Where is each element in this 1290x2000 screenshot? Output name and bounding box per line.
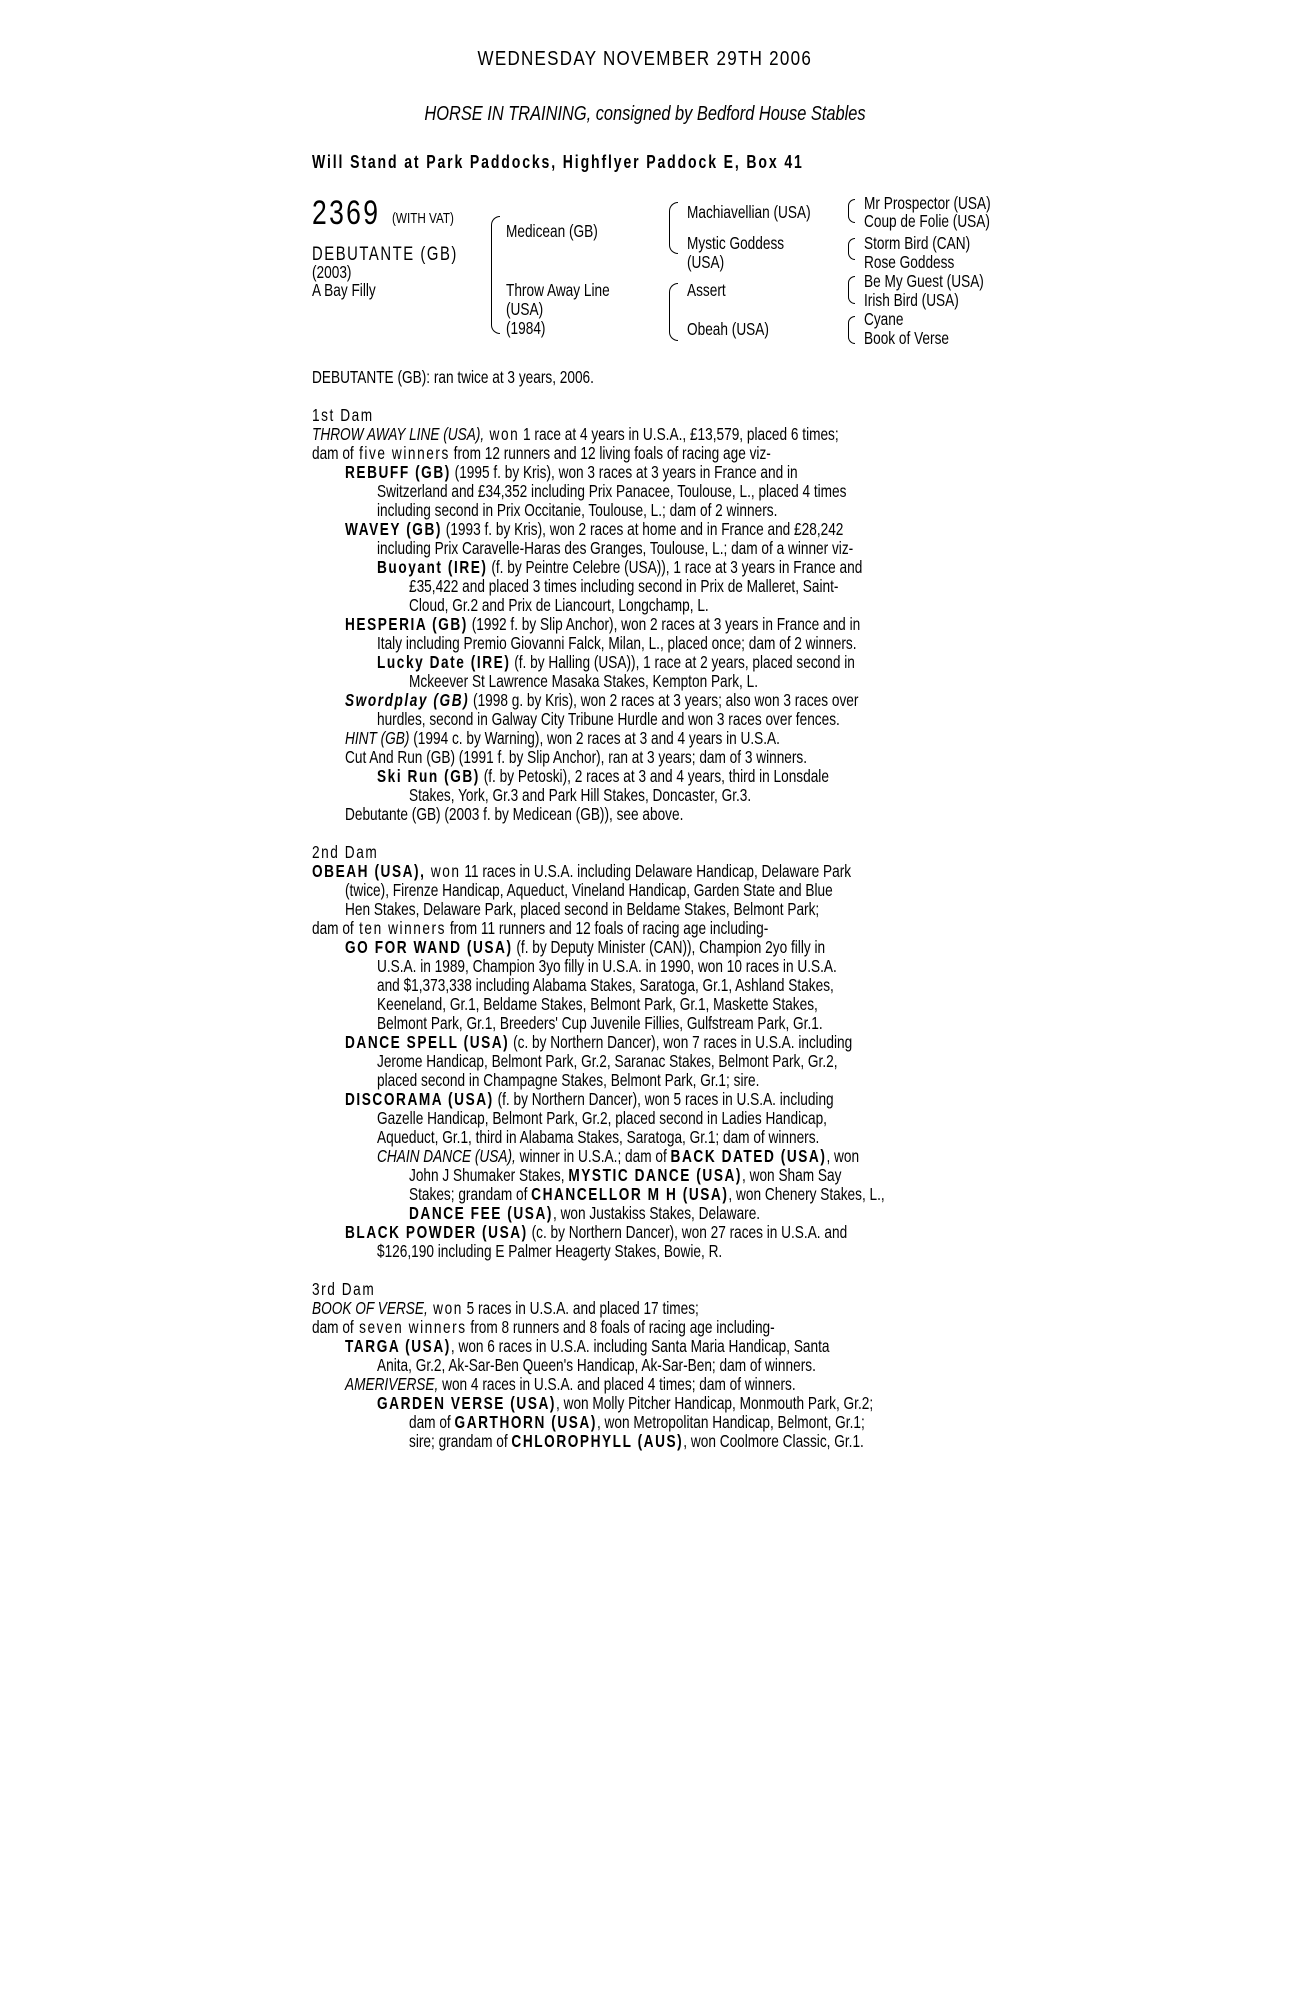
- pedigree-text-line: [345, 1090, 971, 1109]
- text-segment: hurdles, second in Galway City Tribune Hurdle and won 3 races over fences.: [377, 709, 840, 729]
- text-segment: £35,422 and placed 3 times including second in Prix de Malleret, Saint-: [409, 576, 839, 596]
- pedigree-sire-dam: (USA): [687, 252, 725, 272]
- text-segment: 5 races in U.S.A. and placed 17 times;: [462, 1298, 699, 1318]
- text-segment: THROW AWAY LINE (USA),: [312, 424, 485, 444]
- horse-name: DEBUTANTE (GB): [312, 244, 458, 265]
- text-segment: DANCE FEE (USA): [409, 1203, 553, 1223]
- text-segment: , won Metropolitan Handicap, Belmont, Gr.1;: [596, 1412, 865, 1432]
- race-summary: DEBUTANTE (GB): ran twice at 3 years, 2006.: [312, 367, 594, 387]
- pedigree-text-line: [377, 482, 979, 501]
- pedigree-text-line: [377, 634, 992, 653]
- pedigree-text-line: [345, 615, 1006, 634]
- lot-number: 2369: [312, 194, 381, 232]
- pedigree-text-line: [345, 1337, 966, 1356]
- text-segment: (1994 c. by Warning), won 2 races at 3 and 4 years in U.S.A.: [409, 728, 780, 748]
- text-segment: Jerome Handicap, Belmont Park, Gr.2, Saranac Stakes, Belmont Park, Gr.2,: [377, 1051, 838, 1071]
- pedigree-sire-dam: Mystic Goddess: [687, 233, 785, 253]
- text-segment: DANCE SPELL (USA): [345, 1032, 510, 1052]
- text-segment: GARTHORN (USA): [454, 1412, 597, 1432]
- text-segment: 1 race at 4 years in U.S.A., £13,579, placed 6 times;: [519, 424, 839, 444]
- pedigree-text-line: [377, 1052, 967, 1071]
- pedigree-text-line: [345, 1033, 995, 1052]
- pedigree-text-line: [312, 425, 987, 444]
- pedigree-text-line: [377, 710, 970, 729]
- text-segment: BACK DATED (USA): [670, 1146, 827, 1166]
- text-segment: Anita, Gr.2, Ak-Sar-Ben Queen's Handicap, Ak-Sar-Ben; dam of winners.: [377, 1355, 816, 1375]
- text-segment: DISCORAMA (USA): [345, 1089, 494, 1109]
- text-segment: Buoyant (IRE): [377, 557, 488, 577]
- pedigree-g3: Storm Bird (CAN): [864, 233, 971, 253]
- pedigree-dam: (USA): [506, 299, 544, 319]
- text-segment: MYSTIC DANCE (USA): [568, 1165, 743, 1185]
- pedigree-text-line: [377, 1109, 954, 1128]
- pedigree-brace-sire: [669, 202, 678, 254]
- text-segment: , won Coolmore Classic, Gr.1.: [683, 1431, 864, 1451]
- pedigree-text-line: [377, 1014, 948, 1033]
- text-segment: from 8 runners and 8 foals of racing age including-: [466, 1317, 775, 1337]
- text-segment: Cloud, Gr.2 and Prix de Liancourt, Longchamp, L.: [409, 595, 709, 615]
- text-segment: OBEAH (USA),: [312, 861, 426, 881]
- pedigree-text-line: [312, 1318, 905, 1337]
- pedigree-text-line: [345, 691, 1003, 710]
- pedigree-text-line: [377, 539, 988, 558]
- text-segment: (f. by Halling (USA)), 1 race at 2 years, placed second in: [510, 652, 855, 672]
- pedigree-text-line: [377, 558, 999, 577]
- text-segment: 11 races in U.S.A. including Delaware Handicap, Delaware Park: [460, 861, 852, 881]
- text-segment: WAVEY (GB): [345, 519, 443, 539]
- text-segment: from 12 runners and 12 living foals of racing age viz-: [449, 443, 771, 463]
- text-segment: GARDEN VERSE (USA): [377, 1393, 557, 1413]
- pedigree-text-line: [409, 1432, 992, 1451]
- pedigree-g3: Coup de Folie (USA): [864, 211, 990, 231]
- text-segment: including Prix Caravelle-Haras des Granges, Toulouse, L.; dam of a winner viz-: [377, 538, 854, 558]
- text-segment: Mckeever St Lawrence Masaka Stakes, Kempton Park, L.: [409, 671, 758, 691]
- text-segment: CHLOROPHYLL (AUS): [511, 1431, 684, 1451]
- pedigree-g3: Be My Guest (USA): [864, 271, 984, 291]
- text-segment: (1995 f. by Kris), won 3 races at 3 years in France and in: [450, 462, 798, 482]
- text-segment: TARGA (USA): [345, 1336, 451, 1356]
- text-segment: Cut And Run (GB) (1991 f. by Slip Anchor), ran at 3 years; dam of 3 winners.: [345, 747, 808, 767]
- pedigree-dam-sire: Assert: [687, 280, 726, 300]
- pedigree-brace-sd: [848, 238, 855, 260]
- text-segment: U.S.A. in 1989, Champion 3yo filly in U.S.A. in 1990, won 10 races in U.S.A.: [377, 956, 837, 976]
- pedigree-brace-dam: [669, 283, 678, 341]
- text-segment: won: [425, 861, 461, 881]
- pedigree-text-line: [409, 1413, 993, 1432]
- pedigree-text-line: [409, 1166, 963, 1185]
- pedigree-text-line: [377, 1128, 944, 1147]
- pedigree-text-line: [409, 672, 856, 691]
- pedigree-g3: Cyane: [864, 309, 904, 329]
- text-segment: REBUFF (GB): [345, 462, 451, 482]
- text-segment: AMERIVERSE,: [345, 1374, 439, 1394]
- text-segment: five winners: [353, 443, 450, 463]
- text-segment: Swordplay (GB): [345, 690, 470, 710]
- text-segment: seven winners: [353, 1317, 467, 1337]
- text-segment: (1993 f. by Kris), won 2 races at home and in France and £28,242: [442, 519, 844, 539]
- text-segment: (f. by Petoski), 2 races at 3 and 4 years, third in Lonsdale: [479, 766, 829, 786]
- text-segment: from 11 runners and 12 foals of racing age including-: [446, 918, 769, 938]
- pedigree-brace-ds: [848, 276, 855, 304]
- pedigree-g3: Mr Prospector (USA): [864, 193, 991, 213]
- pedigree-text-line: [377, 1356, 940, 1375]
- text-segment: (f. by Peintre Celebre (USA)), 1 race at 3 years in France and: [487, 557, 863, 577]
- pedigree-text-line: [377, 976, 963, 995]
- pedigree-text-line: [345, 881, 970, 900]
- pedigree-brace-ss: [848, 199, 855, 223]
- pedigree-text-line: [409, 1185, 1019, 1204]
- pedigree-g3: Rose Goddess: [864, 252, 955, 272]
- consignment-line: HORSE IN TRAINING, consigned by Bedford House Stables: [424, 103, 866, 125]
- pedigree-text-line: [345, 520, 984, 539]
- text-segment: HESPERIA (GB): [345, 614, 468, 634]
- pedigree-sire: Medicean (GB): [506, 221, 598, 241]
- pedigree-text-line: [409, 1204, 859, 1223]
- first-dam-heading: 1st Dam: [312, 405, 374, 425]
- pedigree-text-line: [312, 1299, 808, 1318]
- second-dam-heading: 2nd Dam: [312, 842, 379, 862]
- sale-date: WEDNESDAY NOVEMBER 29TH 2006: [477, 48, 813, 70]
- pedigree-text-line: [345, 748, 937, 767]
- text-segment: Italy including Premio Giovanni Falck, Milan, L., placed once; dam of 2 winners.: [377, 633, 857, 653]
- pedigree-text-line: [345, 1375, 923, 1394]
- text-segment: winner in U.S.A.; dam of: [515, 1146, 671, 1166]
- vat-note: (WITH VAT): [392, 210, 454, 227]
- text-segment: sire; grandam of: [409, 1431, 512, 1451]
- text-segment: , won: [826, 1146, 860, 1166]
- pedigree-sire-sire: Machiavellian (USA): [687, 202, 811, 222]
- text-segment: CHAIN DANCE (USA),: [377, 1146, 516, 1166]
- text-segment: (twice), Firenze Handicap, Aqueduct, Vineland Handicap, Garden State and Blue: [345, 880, 833, 900]
- pedigree-text-line: [377, 957, 966, 976]
- text-segment: HINT (GB): [345, 728, 410, 748]
- pedigree-text-line: [377, 653, 990, 672]
- pedigree-g3: Irish Bird (USA): [864, 290, 959, 310]
- text-segment: dam of: [312, 443, 354, 463]
- pedigree-g3: Book of Verse: [864, 328, 949, 348]
- pedigree-text-line: [345, 805, 779, 824]
- pedigree-text-line: [377, 1071, 867, 1090]
- text-segment: (1998 g. by Kris), won 2 races at 3 years; also won 3 races over: [469, 690, 859, 710]
- first-dam-section: [312, 425, 1012, 825]
- pedigree-text-line: [409, 596, 793, 615]
- text-segment: won: [484, 424, 520, 444]
- pedigree-text-line: [345, 938, 961, 957]
- pedigree-text-line: [409, 577, 960, 596]
- text-segment: Lucky Date (IRE): [377, 652, 511, 672]
- horse-year: (2003): [312, 262, 352, 282]
- pedigree-dam-dam: Obeah (USA): [687, 319, 769, 339]
- pedigree-text-line: [345, 463, 925, 482]
- text-segment: BOOK OF VERSE,: [312, 1298, 428, 1318]
- text-segment: GO FOR WAND (USA): [345, 937, 513, 957]
- text-segment: , won Chenery Stakes, L.,: [728, 1184, 885, 1204]
- text-segment: Belmont Park, Gr.1, Breeders' Cup Juvenile Fillies, Gulfstream Park, Gr.1.: [377, 1013, 823, 1033]
- text-segment: Stakes; grandam of: [409, 1184, 532, 1204]
- text-segment: won: [427, 1298, 463, 1318]
- text-segment: (c. by Northern Dancer), won 7 races in U.S.A. including: [509, 1032, 853, 1052]
- text-segment: , won Molly Pitcher Handicap, Monmouth Park, Gr.2;: [556, 1393, 874, 1413]
- horse-description: A Bay Filly: [312, 280, 376, 300]
- pedigree-text-line: [377, 767, 956, 786]
- text-segment: and $1,373,338 including Alabama Stakes, Saratoga, Gr.1, Ashland Stakes,: [377, 975, 834, 995]
- text-segment: ten winners: [353, 918, 447, 938]
- pedigree-text-line: [312, 444, 900, 463]
- pedigree-text-line: [377, 1242, 820, 1261]
- text-segment: Hen Stakes, Delaware Park, placed second in Beldame Stakes, Belmont Park;: [345, 899, 820, 919]
- pedigree-brace-dd: [848, 316, 855, 344]
- text-segment: won 4 races in U.S.A. and placed 4 times; dam of winners.: [438, 1374, 796, 1394]
- text-segment: CHANCELLOR M H (USA): [531, 1184, 729, 1204]
- text-segment: John J Shumaker Stakes,: [409, 1165, 569, 1185]
- text-segment: including second in Prix Occitanie, Toulouse, L.; dam of 2 winners.: [377, 500, 778, 520]
- text-segment: (c. by Northern Dancer), won 27 races in U.S.A. and: [527, 1222, 848, 1242]
- stand-location: Will Stand at Park Paddocks, Highflyer Paddock E, Box 41: [312, 152, 804, 172]
- text-segment: , won 6 races in U.S.A. including Santa Maria Handicap, Santa: [450, 1336, 830, 1356]
- pedigree-dam: Throw Away Line: [506, 280, 610, 300]
- pedigree-text-line: [312, 862, 1003, 881]
- pedigree-text-line: [345, 729, 903, 748]
- text-segment: Stakes, York, Gr.3 and Park Hill Stakes, Doncaster, Gr.3.: [409, 785, 752, 805]
- text-segment: Switzerland and £34,352 including Prix Panacee, Toulouse, L., placed 4 times: [377, 481, 847, 501]
- pedigree-text-line: [377, 995, 942, 1014]
- third-dam-heading: 3rd Dam: [312, 1279, 376, 1299]
- text-segment: dam of: [312, 1317, 354, 1337]
- text-segment: BLACK POWDER (USA): [345, 1222, 528, 1242]
- text-segment: Keeneland, Gr.1, Beldame Stakes, Belmont Park, Gr.1, Maskette Stakes,: [377, 994, 818, 1014]
- pedigree-text-line: [312, 919, 897, 938]
- pedigree-brace-main: [491, 216, 500, 334]
- pedigree-dam-year: (1984): [506, 318, 546, 338]
- pedigree-text-line: [377, 1394, 1013, 1413]
- pedigree-text-line: [345, 900, 953, 919]
- text-segment: (f. by Northern Dancer), won 5 races in U.S.A. including: [493, 1089, 834, 1109]
- text-segment: Aqueduct, Gr.1, third in Alabama Stakes, Saratoga, Gr.1; dam of winners.: [377, 1127, 820, 1147]
- pedigree-text-line: [409, 786, 848, 805]
- text-segment: dam of: [312, 918, 354, 938]
- pedigree-text-line: [345, 1223, 989, 1242]
- text-segment: Debutante (GB) (2003 f. by Medicean (GB)), see above.: [345, 804, 684, 824]
- third-dam-section: [312, 1299, 1012, 1469]
- text-segment: Ski Run (GB): [377, 766, 480, 786]
- text-segment: $126,190 including E Palmer Heagerty Stakes, Bowie, R.: [377, 1241, 723, 1261]
- pedigree-text-line: [377, 501, 890, 520]
- text-segment: placed second in Champagne Stakes, Belmont Park, Gr.1; sire.: [377, 1070, 760, 1090]
- text-segment: , won Sham Say: [742, 1165, 842, 1185]
- text-segment: (f. by Deputy Minister (CAN)), Champion 2yo filly in: [512, 937, 826, 957]
- text-segment: Gazelle Handicap, Belmont Park, Gr.2, placed second in Ladies Handicap,: [377, 1108, 827, 1128]
- text-segment: (1992 f. by Slip Anchor), won 2 races at 3 years in France and in: [467, 614, 861, 634]
- second-dam-section: [312, 862, 1012, 1262]
- text-segment: dam of: [409, 1412, 455, 1432]
- text-segment: , won Justakiss Stakes, Delaware.: [552, 1203, 761, 1223]
- pedigree-text-line: [377, 1147, 995, 1166]
